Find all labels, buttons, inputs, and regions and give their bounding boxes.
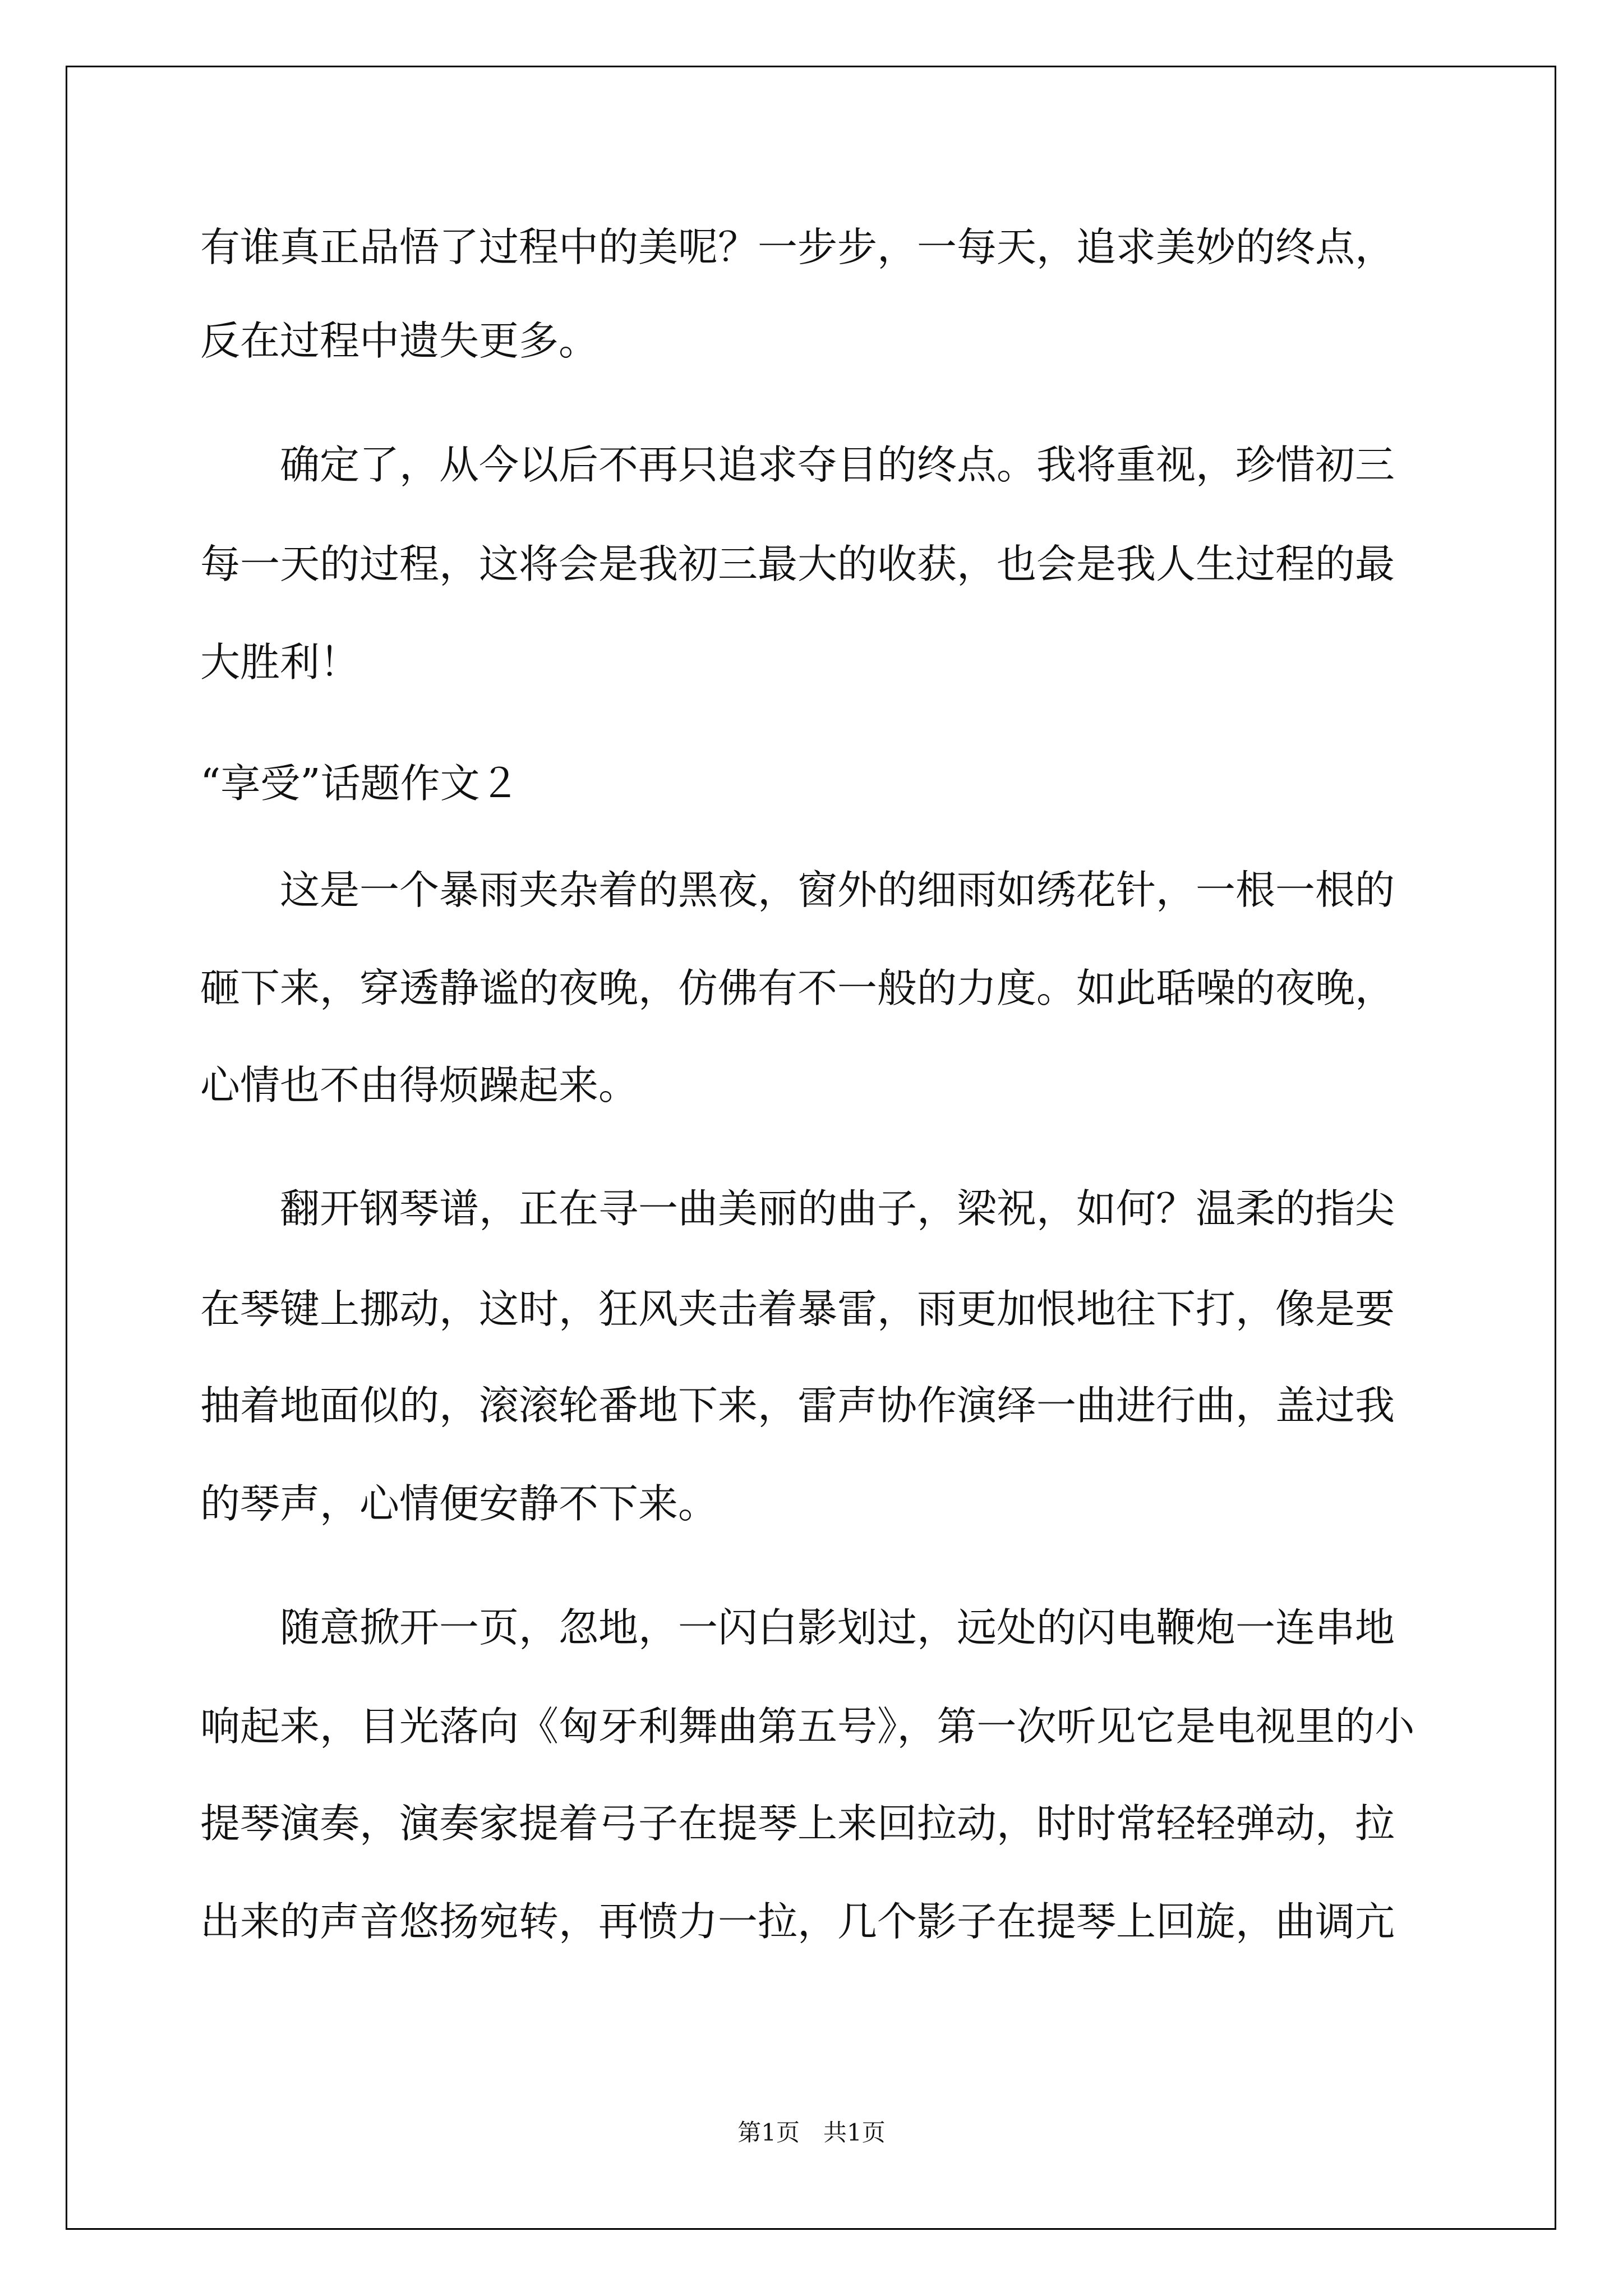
text-line: 有谁真正品悟了过程中的美呢？一步步，一每天，追求美妙的终点， — [200, 224, 1395, 270]
text-line: 在琴键上挪动，这时，狂风夹击着暴雷，雨更加恨地往下打，像是要 — [200, 1286, 1395, 1332]
text-line: 确定了，从今以后不再只追求夺目的终点。我将重视，珍惜初三 — [200, 441, 1395, 488]
text-line: 翻开钢琴谱，正在寻一曲美丽的曲子，梁祝，如何？温柔的指尖 — [200, 1185, 1395, 1232]
text-line: 砸下来，穿透静谧的夜晚，仿佛有不一般的力度。如此聒噪的夜晚， — [200, 965, 1395, 1011]
text-line: 随意掀开一页，忽地，一闪白影划过，远处的闪电鞭炮一连串地 — [200, 1604, 1395, 1651]
text-line: 每一天的过程，这将会是我初三最大的收获，也会是我人生过程的最 — [200, 541, 1395, 587]
text-line: 提琴演奏，演奏家提着弓子在提琴上来回拉动，时时常轻轻弹动，拉 — [200, 1800, 1395, 1847]
text-line: 响起来，目光落向《匈牙利舞曲第五号》，第一次听见它是电视里的小 — [200, 1703, 1415, 1750]
page-number: 第1页 共1页 — [737, 2119, 886, 2146]
text-line: 抽着地面似的，滚滚轮番地下来，雷声协作演绎一曲进行曲，盖过我 — [200, 1382, 1395, 1429]
text-line: 出来的声音悠扬宛转，再愤力一拉，几个影子在提琴上回旋，曲调亢 — [200, 1898, 1395, 1945]
text-line: 的琴声，心情便安静不下来。 — [200, 1480, 718, 1527]
text-line: 大胜利！ — [200, 639, 360, 685]
text-line: 这是一个暴雨夹杂着的黑夜，窗外的细雨如绣花针，一根一根的 — [200, 867, 1395, 913]
section-heading: “享受”话题作文２ — [200, 760, 520, 807]
text-line: 反在过程中遗失更多。 — [200, 318, 599, 364]
text-line: 心情也不由得烦躁起来。 — [200, 1062, 639, 1108]
